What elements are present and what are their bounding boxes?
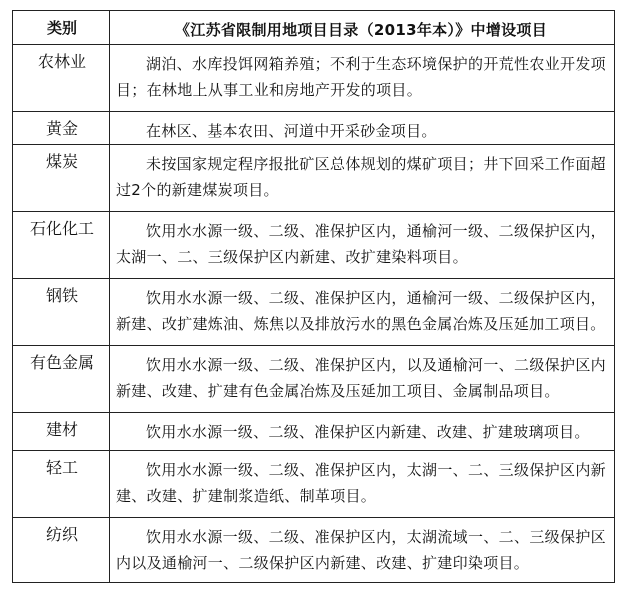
- table-row: [13, 44, 614, 111]
- row-category: 建材: [13, 413, 110, 450]
- row-description: 在林区、基本农田、河道中开采砂金项目。: [146, 122, 437, 140]
- table-row: [13, 517, 614, 582]
- row-description: 饮用水水源一级、二级、准保护区内新建、改建、扩建玻璃项目。: [146, 423, 590, 441]
- row-category: 黄金: [13, 112, 110, 144]
- row-description: 饮用水水源一级、二级、准保护区内，太湖一、二、三级保护区内新建、改建、扩建制浆造纸、制革项目。: [116, 461, 606, 505]
- row-category: 有色金属: [13, 346, 110, 412]
- row-category: 纺织: [13, 518, 110, 582]
- header-category: 类别: [13, 11, 110, 44]
- row-description: 饮用水水源一级、二级、准保护区内，通榆河一级、二级保护区内，太湖一、二、三级保护区内新建、改扩建染料项目。: [116, 222, 606, 266]
- row-category: 轻工: [13, 451, 110, 517]
- table-row: [13, 211, 614, 278]
- table-row: [13, 412, 614, 450]
- row-category: 钢铁: [13, 279, 110, 345]
- row-description: 湖泊、水库投饵网箱养殖；不利于生态环境保护的开荒性农业开发项目；在林地上从事工业和房地产开发的项目。: [116, 55, 606, 99]
- table-row: [13, 278, 614, 345]
- table-row: [13, 144, 614, 211]
- row-description: 未按国家规定程序报批矿区总体规划的煤矿项目；井下回采工作面超过2个的新建煤炭项目。: [116, 155, 606, 199]
- row-category: 石化化工: [13, 212, 110, 278]
- table-row: [13, 450, 614, 517]
- row-description: 饮用水水源一级、二级、准保护区内，以及通榆河一、二级保护区内新建、改建、扩建有色金属冶炼及压延加工项目、金属制品项目。: [116, 356, 606, 400]
- row-category: 煤炭: [13, 145, 110, 211]
- table-row: [13, 345, 614, 412]
- table-header-row: [13, 11, 614, 44]
- header-title: 《江苏省限制用地项目目录（2013年本）》中增设项目: [174, 21, 548, 39]
- row-description: 饮用水水源一级、二级、准保护区内，通榆河一级、二级保护区内，新建、改扩建炼油、炼焦以及排放污水的黑色金属冶炼及压延加工项目。: [116, 289, 606, 333]
- table-row: [13, 111, 614, 144]
- row-description: 饮用水水源一级、二级、准保护区内，太湖流域一、二、三级保护区内以及通榆河一、二级保护区内新建、改建、扩建印染项目。: [116, 528, 606, 572]
- row-category: 农林业: [13, 45, 110, 111]
- restricted-land-use-table: [12, 10, 615, 583]
